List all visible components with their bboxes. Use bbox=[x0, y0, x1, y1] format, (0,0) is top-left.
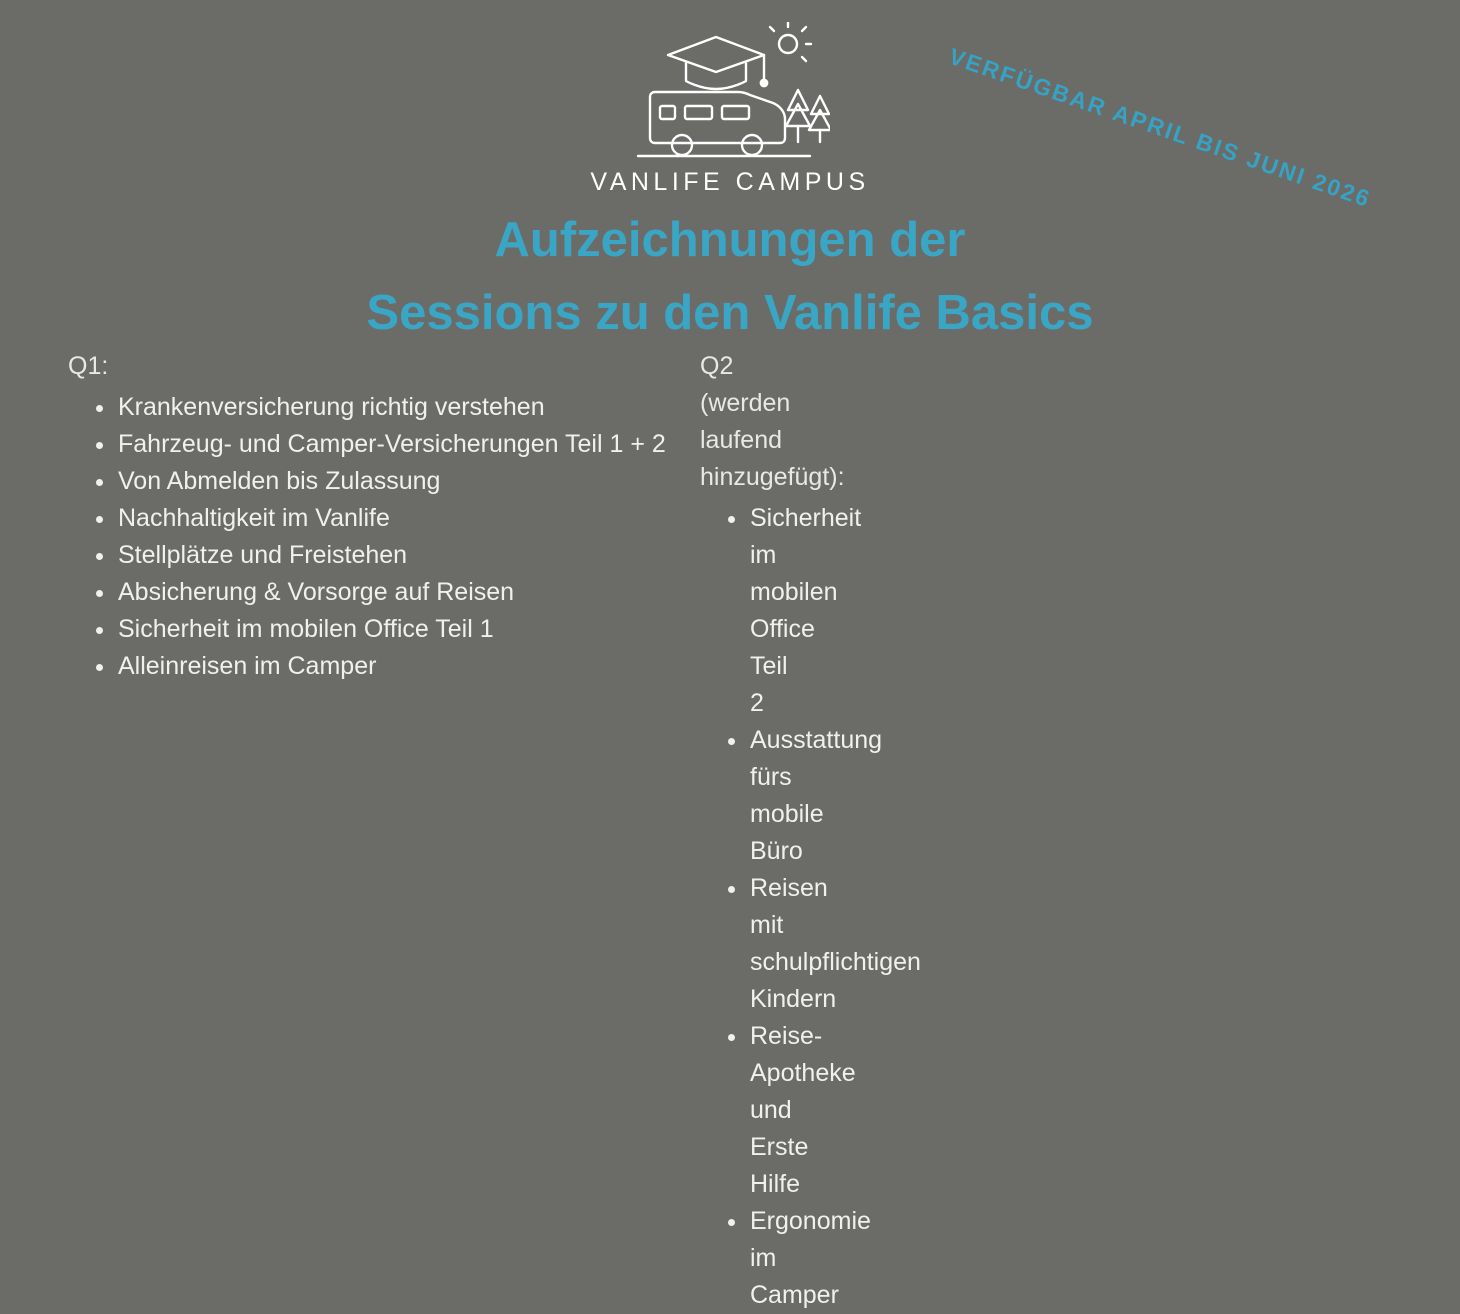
column-q2-heading: Q2 bbox=[700, 352, 734, 380]
logo-block bbox=[0, 22, 1460, 197]
column-q1-list bbox=[68, 389, 700, 685]
list-item: Fahrzeug- und Camper-Versicherungen Teil 1 + 2 bbox=[114, 426, 700, 463]
list-item: Ausstattung fürs mobile Büro bbox=[746, 722, 750, 870]
list-item: Krankenversicherung richtig verstehen bbox=[114, 389, 700, 426]
camper-van-graduation-cap-icon bbox=[630, 22, 830, 162]
page-title-line1: Aufzeichnungen der bbox=[494, 213, 966, 267]
column-q2-list bbox=[700, 500, 921, 1314]
list-item: Reise-Apotheke und Erste Hilfe bbox=[746, 1018, 750, 1203]
list-item: Sicherheit im mobilen Office Teil 1 bbox=[114, 611, 700, 648]
list-item: Stellplätze und Freistehen bbox=[114, 537, 700, 574]
availability-badge: VERFÜGBAR APRIL BIS JUNI 2026 bbox=[945, 42, 1375, 213]
list-item: Von Abmelden bis Zulassung bbox=[114, 463, 700, 500]
list-item: Nachhaltigkeit im Vanlife bbox=[114, 500, 700, 537]
brand-name: VANLIFE CAMPUS bbox=[590, 168, 870, 196]
content-columns bbox=[0, 348, 1460, 1314]
list-item: Absicherung & Vorsorge auf Reisen bbox=[114, 574, 700, 611]
list-item: Ergonomie im Camper bbox=[746, 1203, 750, 1314]
page-title-line2: Sessions zu den Vanlife Basics bbox=[366, 286, 1094, 340]
list-item: Reisen mit schulpflichtigen Kindern bbox=[746, 870, 750, 1018]
list-item: Sicherheit im mobilen Office Teil 2 bbox=[746, 500, 750, 722]
list-item: Alleinreisen im Camper bbox=[114, 648, 700, 685]
column-q2-subheading: (werden laufend hinzugefügt): bbox=[700, 389, 845, 491]
column-q1-heading: Q1: bbox=[68, 352, 109, 380]
